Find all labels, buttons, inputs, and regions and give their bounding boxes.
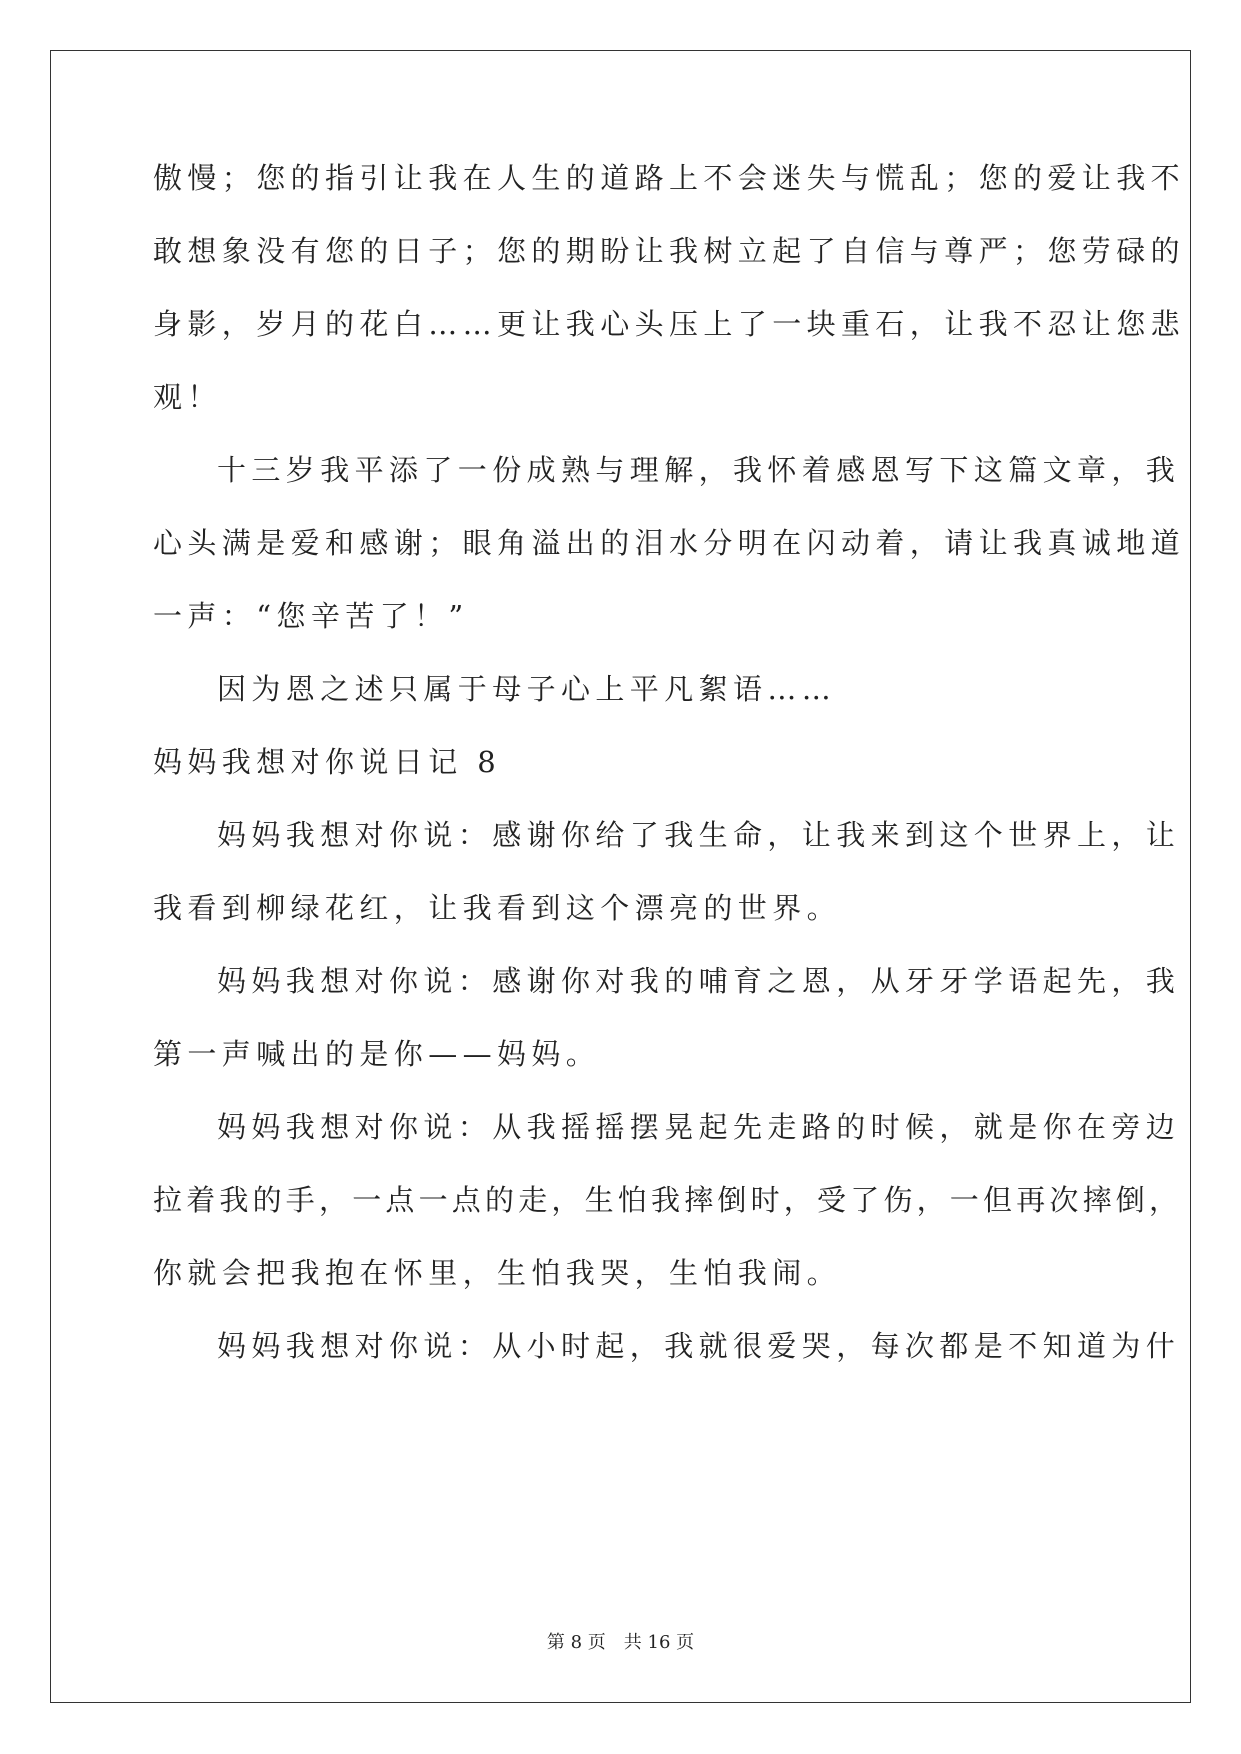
text-line: 敢想象没有您的日子；您的期盼让我树立起了自信与尊严；您劳碌的: [153, 234, 1186, 268]
text-line: 观！: [153, 380, 222, 414]
text-line: 十三岁我平添了一份成熟与理解，我怀着感恩写下这篇文章，我: [217, 453, 1181, 487]
text-line: 因为恩之述只属于母子心上平凡絮语……: [217, 672, 837, 706]
section-heading: 妈妈我想对你说日记 8: [153, 745, 502, 779]
text-line: 你就会把我抱在怀里，生怕我哭，生怕我闹。: [153, 1256, 842, 1290]
text-line: 妈妈我想对你说：从小时起，我就很爱哭，每次都是不知道为什: [217, 1329, 1181, 1363]
text-line: 第一声喊出的是你——妈妈。: [153, 1037, 601, 1071]
text-line: 一声：“您辛苦了！”: [153, 599, 469, 633]
text-line: 身影，岁月的花白……更让我心头压上了一块重石，让我不忍让您悲: [153, 307, 1186, 341]
text-line: 妈妈我想对你说：感谢你对我的哺育之恩，从牙牙学语起先，我: [217, 964, 1181, 998]
text-line: 妈妈我想对你说：从我摇摇摆晃起先走路的时候，就是你在旁边: [217, 1110, 1181, 1144]
text-line: 傲慢；您的指引让我在人生的道路上不会迷失与慌乱；您的爱让我不: [153, 161, 1186, 195]
text-line: 拉着我的手，一点一点的走，生怕我摔倒时，受了伤，一但再次摔倒，: [153, 1183, 1183, 1217]
text-line: 妈妈我想对你说：感谢你给了我生命，让我来到这个世界上，让: [217, 818, 1181, 852]
text-line: 我看到柳绿花红，让我看到这个漂亮的世界。: [153, 891, 842, 925]
text-line: 心头满是爱和感谢；眼角溢出的泪水分明在闪动着，请让我真诚地道: [153, 526, 1186, 560]
page-border: [50, 50, 1191, 1703]
page-number: 第 8 页 共 16 页: [546, 1632, 695, 1653]
